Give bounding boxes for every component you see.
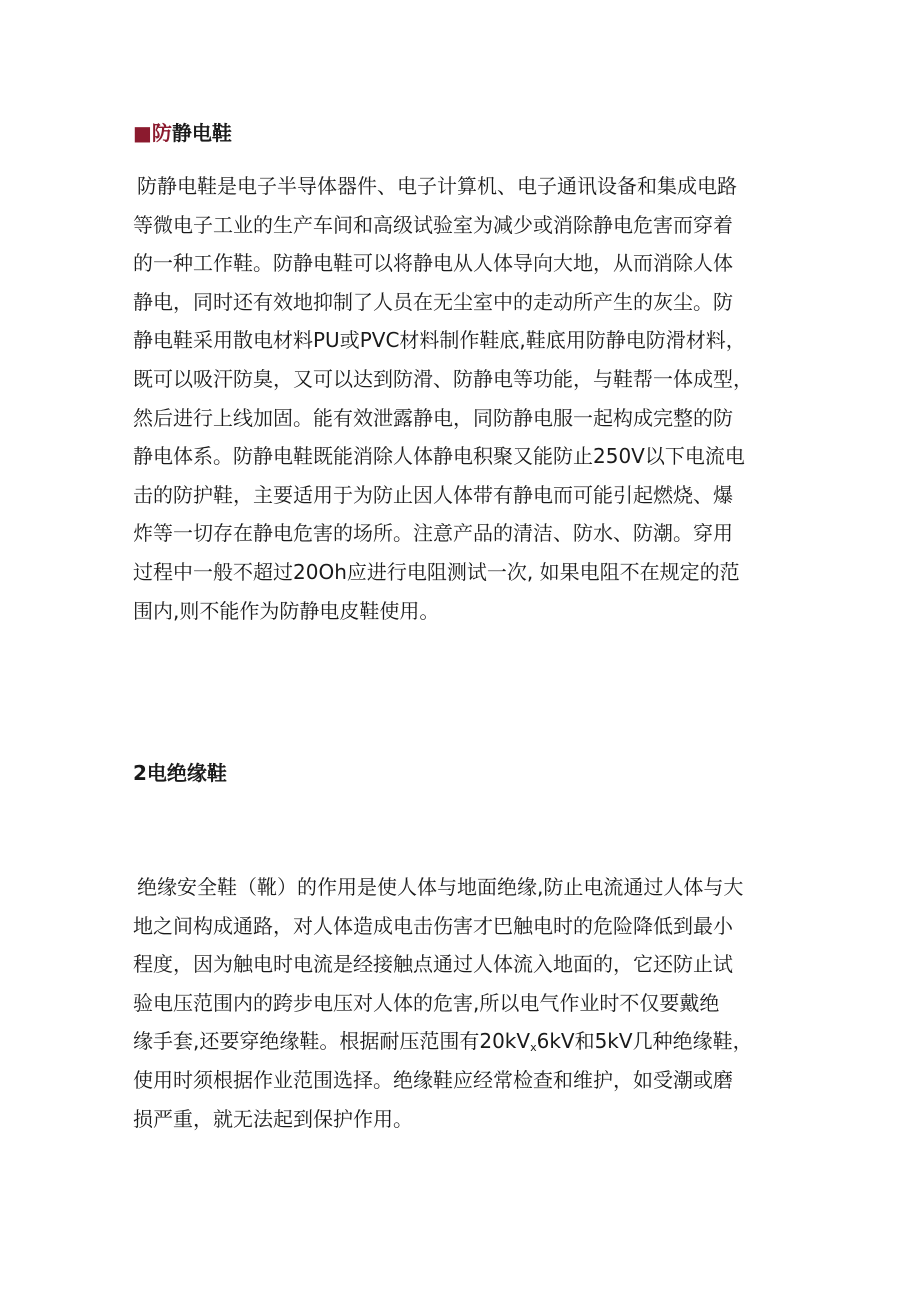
insulating-paragraph	[133, 868, 793, 1138]
paragraph-line: 防静电鞋是电子半导体器件、电子计算机、电子通讯设备和集成电路	[137, 174, 737, 198]
heading-marker-icon: ■	[133, 121, 152, 145]
paragraph-line: 损严重，就无法起到保护作用。	[133, 1106, 413, 1131]
paragraph-line: 使用时须根据作业范围选择。绝缘鞋应经常检查和维护，如受潮或磨	[133, 1067, 733, 1092]
paragraph-line: 然后进行上线加固。能有效泄露静电，同防静电服一起构成完整的防	[133, 405, 733, 430]
subscript-text: x	[530, 1041, 537, 1055]
paragraph-line: 围内,则不能作为防静电皮鞋使用。	[133, 598, 440, 623]
paragraph-line: 静电，同时还有效地抑制了人员在无尘室中的走动所产生的灰尘。防	[133, 289, 733, 314]
paragraph-line: 的一种工作鞋。防静电鞋可以将静电从人体导向大地，从而消除人体	[133, 251, 733, 276]
line-text: 6kV和5kV几种绝缘鞋，	[536, 1029, 753, 1054]
paragraph-line: 验电压范围内的跨步电压对人体的危害,所以电气作业时不仅要戴绝	[133, 990, 720, 1015]
paragraph-line: 静电体系。防静电鞋既能消除人体静电积聚又能防止250V以下电流电	[133, 444, 745, 469]
heading-text: 静电鞋	[171, 121, 232, 145]
paragraph-line: 地之间构成通路，对人体造成电击伤害才巴触电时的危险降低到最小	[133, 913, 733, 938]
section-heading-antistatic	[133, 119, 232, 147]
paragraph-line: 静电鞋采用散电材料PU或PVC材料制作鞋底,鞋底用防静电防滑材料，	[133, 328, 746, 353]
paragraph-line: 等微电子工业的生产车间和高级试验室为减少或消除静电危害而穿着	[133, 212, 733, 237]
line-text: 缘手套,还要穿绝缘鞋。根据耐压范围有20kV	[133, 1029, 531, 1054]
paragraph-line	[133, 1022, 793, 1061]
paragraph-line: 既可以吸汗防臭，又可以达到防滑、防静电等功能，与鞋帮一体成型，	[133, 366, 753, 391]
paragraph-line: 炸等一切存在静电危害的场所。注意产品的清洁、防水、防潮。穿用	[133, 521, 733, 546]
paragraph-line: 程度，因为触电时电流是经接触点通过人体流入地面的，它还防止试	[133, 952, 733, 977]
paragraph-line: 绝缘安全鞋（靴）的作用是使人体与地面绝缘,防止电流通过人体与大	[137, 875, 744, 899]
antistatic-paragraph	[133, 167, 793, 630]
paragraph-line: 过程中一般不超过20Oh应进行电阻测试一次, 如果电阻不在规定的范	[133, 559, 740, 584]
paragraph-line: 击的防护鞋，主要适用于为防止因人体带有静电而可能引起燃烧、爆	[133, 482, 733, 507]
heading-accent-text: 防	[151, 121, 172, 145]
section-heading-insulating: 2电绝缘鞋	[133, 761, 227, 785]
